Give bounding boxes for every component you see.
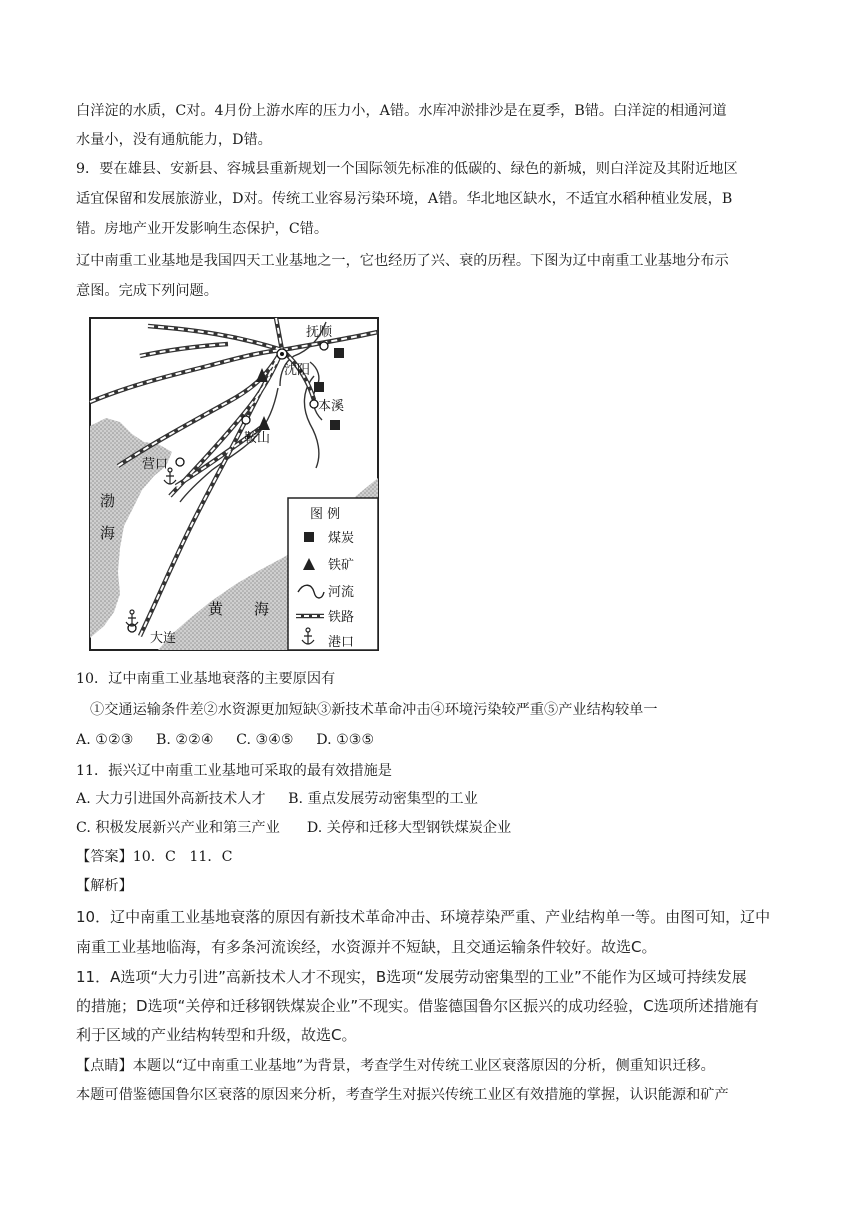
analysis-line: 的措施；D选项“关停和迁移钢铁煤炭企业”不现实。借鉴德国鲁尔区振兴的成功经验，C选项所述措施有 (76, 997, 759, 1015)
paragraph-line: 错。房地产业开发影响生态保护，C错。 (76, 221, 329, 237)
legend-item-port: 港口 (328, 635, 355, 650)
paragraph-line: 水量小，没有通航能力，D错。 (76, 132, 272, 148)
paragraph-line: 意图。完成下列问题。 (76, 283, 218, 299)
coal-icon (330, 420, 340, 430)
analysis-line: 南重工业基地临海，有多条河流诶经，水资源并不短缺，且交通运输条件较好。故选C。 (76, 938, 657, 956)
map-legend (288, 498, 378, 650)
paragraph-line: 辽中南重工业基地是我国四天工业基地之一，它也经历了兴、衰的历程。下图为辽中南重工业基地分布示 (76, 253, 729, 269)
city-label-fushun: 抚顺 (306, 325, 333, 340)
coal-icon (314, 382, 324, 392)
liaozhongnan-map (88, 316, 380, 652)
answer-line: 【答案】10．C 11．C (76, 849, 233, 865)
anshan-marker (242, 416, 250, 424)
paragraph-line: 适宜保留和发展旅游业，D对。传统工业容易污染环境，A错。华北地区缺水，不适宜水稻种植业发展，B (76, 191, 733, 207)
question-11-options: C. 积极发展新兴产业和第三产业 D. 关停和迁移大型钢铁煤炭企业 (76, 820, 512, 836)
fushun-marker (320, 342, 328, 350)
analysis-line: 10．辽中南重工业基地衰落的原因有新技术革命冲击、环境荐染严重、产业结构单一等。由图可知，辽中 (76, 908, 771, 926)
legend-title: 图 例 (310, 507, 341, 522)
sea-label-bohai: 渤 (100, 492, 116, 510)
dianjing-line: 【点睛】本题以“辽中南重工业基地”为背景，考查学生对传统工业区衰落原因的分析，侧重知识迁移。 (76, 1058, 715, 1074)
question-11-options: A. 大力引进国外高新技术人才 B. 重点发展劳动密集型的工业 (76, 791, 478, 807)
analysis-line: 11．A选项“大力引进”高新技术人才不现实，B选项“发展劳动密集型的工业”不能作为区域可持续发展 (76, 968, 747, 986)
legend-item-railway: 铁路 (328, 610, 355, 625)
dianjing-line: 本题可借鉴德国鲁尔区衰落的原因来分析，考查学生对振兴传统工业区有效措施的掌握，认识能源和矿产 (76, 1087, 729, 1103)
paragraph-line: 白洋淀的水质，C对。4月份上游水库的压力小，A错。水库冲淤排沙是在夏季，B错。白洋淀的相通河道 (76, 103, 727, 119)
coal-icon (334, 348, 344, 358)
analysis-line: 利于区域的产业结构转型和升级，故选C。 (76, 1026, 357, 1044)
question-10-statements: ①交通运输条件差②水资源更加短缺③新技术革命冲击④环境污染较严重⑤产业结构较单一 (90, 702, 658, 718)
question-10-stem: 10．辽中南重工业基地衰落的主要原因有 (76, 671, 336, 687)
yingkou-marker (176, 458, 184, 466)
legend-item-iron: 铁矿 (328, 558, 355, 573)
analysis-heading: 【解析】 (76, 878, 133, 894)
question-11-stem: 11．振兴辽中南重工业基地可采取的最有效措施是 (76, 763, 392, 779)
question-10-options: A. ①②③ B. ②②④ C. ③④⑤ D. ①③⑤ (76, 732, 375, 748)
city-label-benxi: 本溪 (318, 399, 345, 414)
sea-label-huanghai: 黄 (208, 600, 224, 618)
coal-icon (304, 532, 314, 542)
sea-label-bohai: 海 (100, 524, 116, 542)
city-label-dalian: 大连 (150, 631, 177, 646)
city-label-shenyang: 沈阳 (284, 363, 311, 378)
sea-label-huanghai: 海 (254, 600, 270, 618)
benxi-marker (310, 400, 318, 408)
legend-item-coal: 煤炭 (328, 531, 355, 546)
city-label-anshan: 鞍山 (244, 431, 271, 446)
legend-item-river: 河流 (328, 585, 355, 600)
paragraph-line: 9．要在雄县、安新县、容城县重新规划一个国际领先标准的低碳的、绿色的新城，则白洋淀及其附近地区 (76, 161, 738, 177)
city-label-yingkou: 营口 (142, 457, 169, 472)
